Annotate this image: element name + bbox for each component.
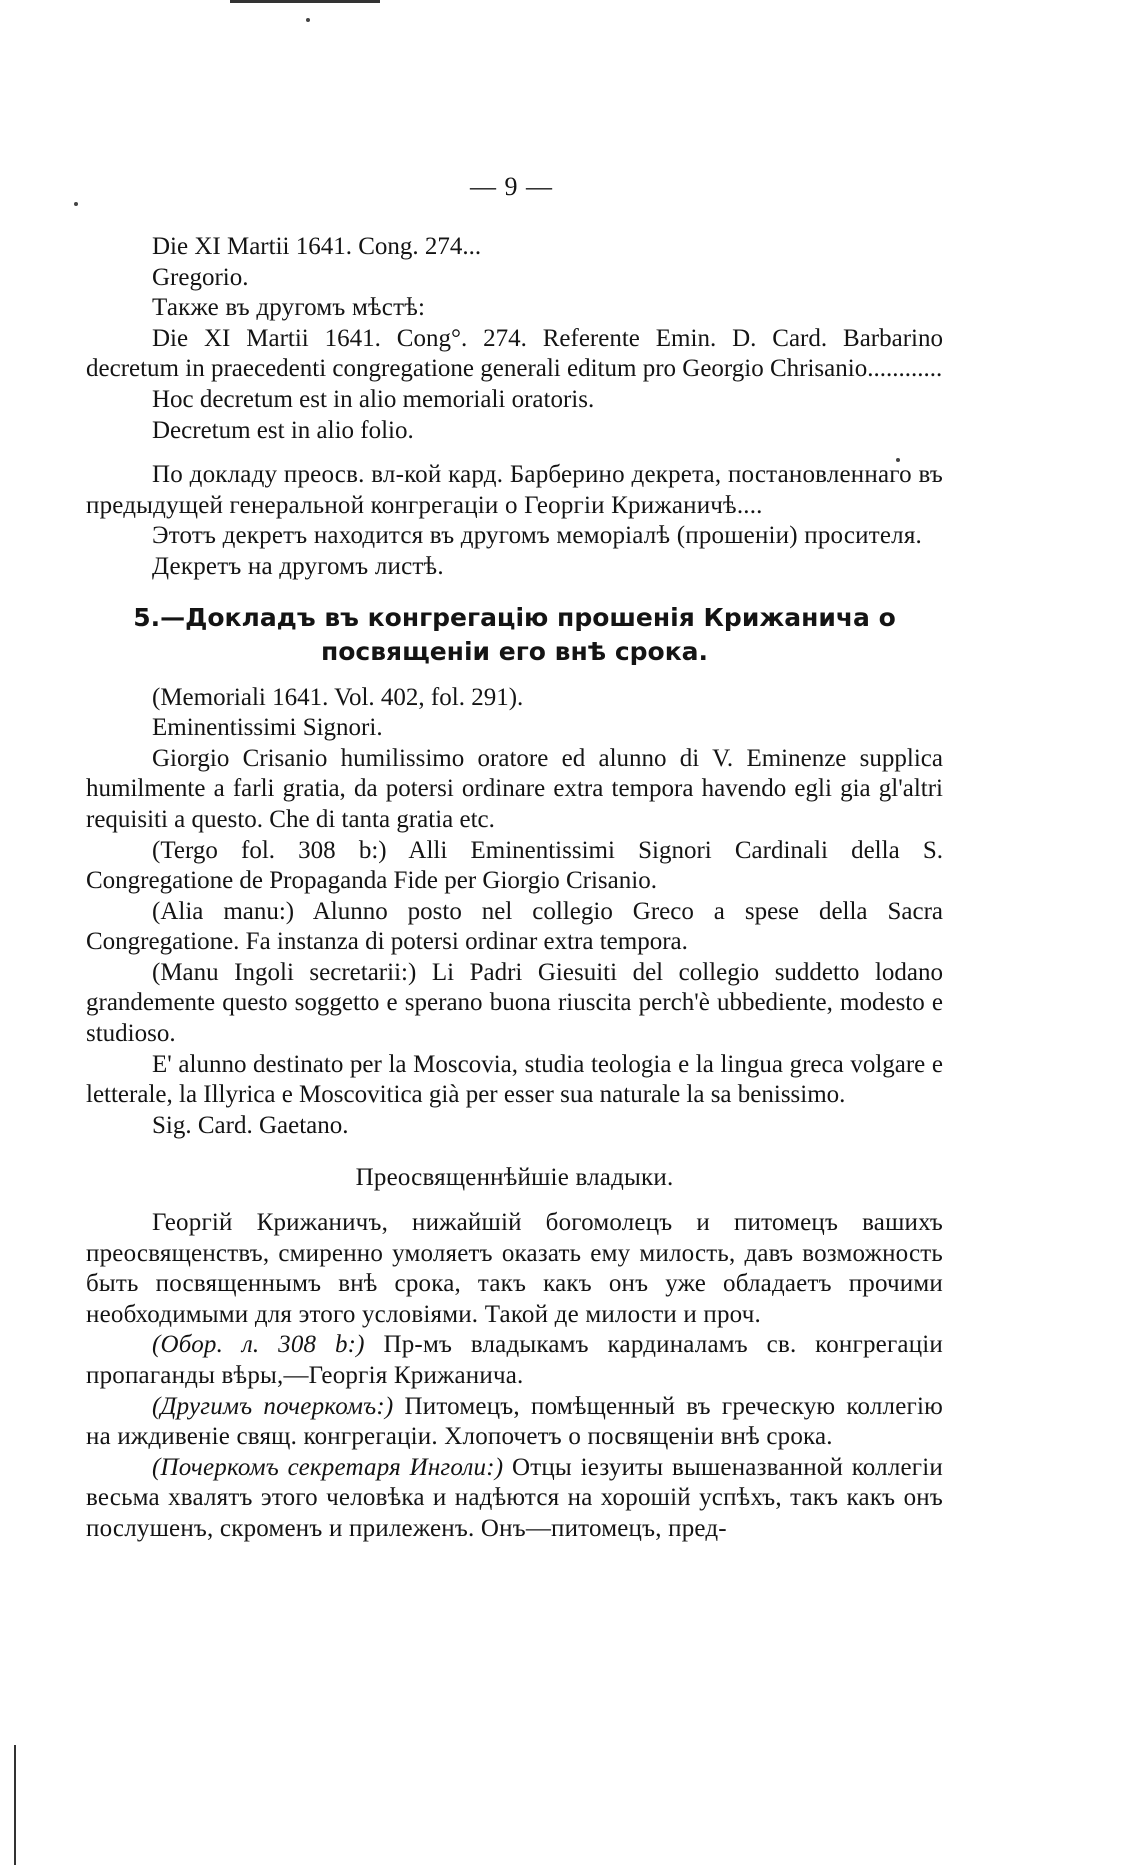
section-heading [86,601,943,669]
russian-paragraph: Георгій Крижаничъ, нижайшій богомолецъ и питомецъ вашихъ преосвященствъ, смиренно умоляетъ оказать ему милость, давъ возможность быть посвященнымъ внѣ срока, такъ какъ онъ уже обладаетъ прочими необходимыми для этого условіями. Такой де милости и проч. [86,1209,943,1328]
russian-text: Отцы іезуиты вышеназванной коллегіи весьма хвалятъ этого человѣка и надѣются на хорошій успѣхъ, такъ какъ онъ послушенъ, скроменъ и прилеженъ. Онъ—питомецъ, пред- [86,1453,943,1542]
scan-dot [306,18,310,22]
russian-title: Преосвященнѣйшіе владыки. [355,1164,674,1192]
section-title: —Докладъ въ конгрегацію прошенія Крижанича о посвященіи его внѣ срока. [160,602,896,666]
latin-line: Gregorio. [152,263,249,291]
scan-mark-left [14,1745,16,1865]
russian-text: Питомецъ, помѣщенный въ греческую коллегію на иждивеніе свящ. конгрегаціи. Хлопочетъ о посвященіи внѣ срока. [86,1392,943,1451]
russian-paragraph [86,1453,943,1545]
latin-paragraph: (Manu Ingoli secretarii:) Li Padri Giesuiti del collegio suddetto lodano grandemente questo soggetto e sperano buona riuscita perch'è ubbediente, modesto e studioso. [86,958,943,1048]
latin-line: (Memoriali 1641. Vol. 402, fol. 291). [152,683,524,711]
latin-line: Decretum est in alio folio. [152,416,414,444]
russian-note: (Почеркомъ секретаря Инголи:) [152,1453,504,1481]
page-number: — 9 — [470,172,553,201]
russian-text: Пр-мъ владыкамъ кардиналамъ св. конгрегаціи пропаганды вѣры,—Георгія Крижанича. [86,1331,944,1389]
latin-line: Die XI Martii 1641. Cong. 274... [152,233,482,260]
latin-paragraph: E' alunno destinato per la Moscovia, studia teologia e la lingua greca volgare e letterale, la Illyrica e Moscovitica già per esser sua naturale la sa benissimo. [86,1050,943,1109]
latin-paragraph: Giorgio Crisanio humilissimo oratore ed alunno di V. Eminenze supplica humilmente a farli gratia, da potersi ordinare extra tempora havendo egli gia gl'altri requisiti a questo. Che di tanta gratia etc. [86,744,943,833]
latin-paragraph: Die XI Martii 1641. Cong°. 274. Referente Emin. D. Card. Barbarino decretum in praecedenti congregatione generali editum pro Georgio Chrisanio............ [86,324,943,383]
latin-line: Hoc decretum est in alio memoriali oratoris. [152,385,595,413]
latin-paragraph: (Tergo fol. 308 b:) Alli Eminentissimi Signori Cardinali della S. Congregatione de Propaganda Fide per Giorgio Crisanio. [86,836,943,895]
russian-paragraph [86,1330,943,1391]
russian-note: (Другимъ почеркомъ:) [152,1392,394,1420]
latin-line: Eminentissimi Signori. [152,714,383,742]
latin-paragraph: (Alia manu:) Alunno posto nel collegio Greco a spese della Sacra Congregatione. Fa instanza di potersi ordinar extra tempora. [86,897,943,956]
russian-paragraph [86,1392,943,1453]
section-number: 5. [133,602,161,632]
russian-paragraph: По докладу преосв. вл-кой кард. Барберино декрета, постановленнаго въ предыдущей генеральной конгрегаціи о Георгіи Крижаничѣ.... [86,461,943,519]
page-body [86,232,943,1545]
scan-mark-top [230,0,380,3]
russian-line: Также въ другомъ мѣстѣ: [152,294,426,322]
latin-line: Sig. Card. Gaetano. [152,1111,349,1139]
russian-line: Этотъ декретъ находится въ другомъ меморіалѣ (прошеніи) просителя. [152,522,922,550]
russian-note: (Обор. л. 308 b:) [152,1331,365,1359]
scan-dot [74,202,78,206]
russian-line: Декретъ на другомъ листѣ. [152,552,444,580]
